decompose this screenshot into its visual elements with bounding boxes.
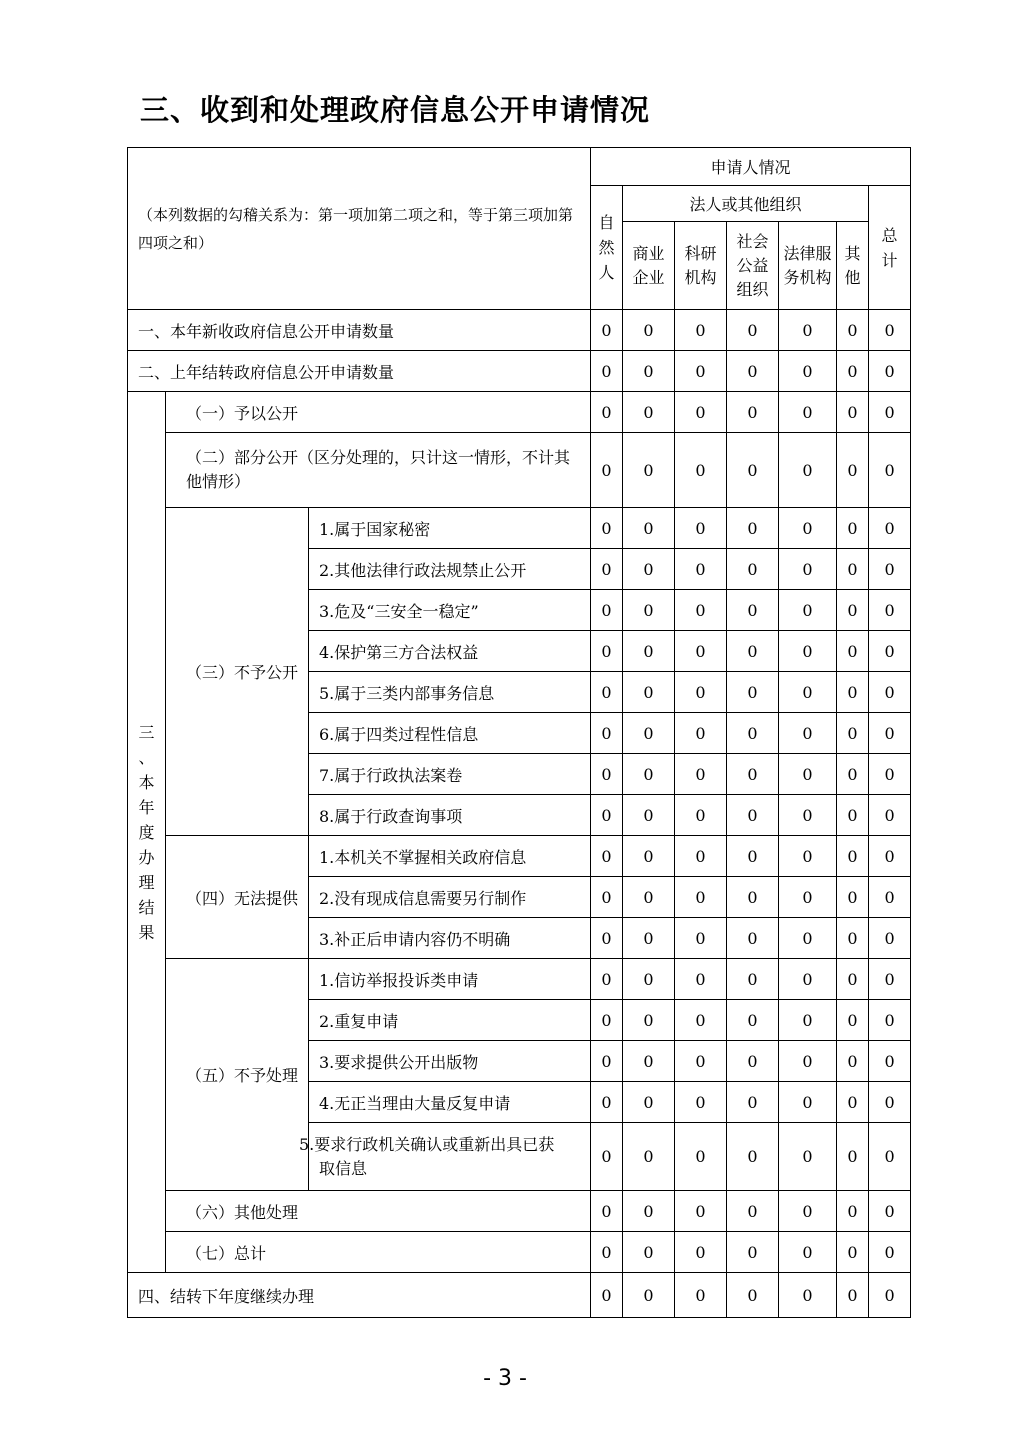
value-cell: 0	[623, 1000, 675, 1041]
value-cell: 0	[779, 754, 837, 795]
value-cell: 0	[837, 1082, 869, 1123]
value-cell: 0	[727, 836, 779, 877]
value-cell: 0	[727, 392, 779, 433]
value-cell: 0	[727, 1082, 779, 1123]
value-cell: 0	[623, 877, 675, 918]
value-cell: 0	[779, 836, 837, 877]
item-label: 6.属于四类过程性信息	[309, 713, 591, 754]
group-label: （四）无法提供	[166, 836, 309, 959]
value-cell: 0	[623, 918, 675, 959]
value-cell: 0	[779, 1123, 837, 1191]
value-cell: 0	[591, 713, 623, 754]
value-cell: 0	[591, 1123, 623, 1191]
value-cell: 0	[869, 1232, 911, 1273]
value-cell: 0	[837, 1123, 869, 1191]
table-row	[128, 836, 911, 877]
value-cell: 0	[623, 1041, 675, 1082]
value-cell: 0	[623, 549, 675, 590]
value-cell: 0	[779, 508, 837, 549]
item-label: 8.属于行政查询事项	[309, 795, 591, 836]
item-label: 2.重复申请	[309, 1000, 591, 1041]
value-cell: 0	[623, 1273, 675, 1318]
value-cell: 0	[675, 959, 727, 1000]
value-cell: 0	[779, 672, 837, 713]
value-cell: 0	[623, 1191, 675, 1232]
value-cell: 0	[591, 959, 623, 1000]
value-cell: 0	[623, 1232, 675, 1273]
row-label: 二、上年结转政府信息公开申请数量	[128, 351, 591, 392]
value-cell: 0	[675, 1000, 727, 1041]
natural-person-header: 自 然 人	[591, 186, 623, 310]
value-cell: 0	[727, 590, 779, 631]
value-cell: 0	[623, 392, 675, 433]
table-row	[128, 1273, 911, 1318]
value-cell: 0	[591, 1191, 623, 1232]
row-label: （一）予以公开	[166, 392, 591, 433]
value-cell: 0	[869, 754, 911, 795]
item-label: 3.危及“三安全一稳定”	[309, 590, 591, 631]
value-cell: 0	[675, 1273, 727, 1318]
value-cell: 0	[623, 1082, 675, 1123]
value-cell: 0	[675, 590, 727, 631]
value-cell: 0	[675, 1123, 727, 1191]
value-cell: 0	[623, 713, 675, 754]
value-cell: 0	[675, 433, 727, 508]
value-cell: 0	[591, 836, 623, 877]
value-cell: 0	[591, 508, 623, 549]
value-cell: 0	[591, 672, 623, 713]
section3-label: 三 、 本 年 度 办 理 结 果	[128, 392, 166, 1273]
value-cell: 0	[837, 1232, 869, 1273]
value-cell: 0	[837, 877, 869, 918]
section-title: 三、收到和处理政府信息公开申请情况	[140, 93, 651, 127]
value-cell: 0	[779, 1191, 837, 1232]
value-cell: 0	[727, 310, 779, 351]
value-cell: 0	[837, 754, 869, 795]
value-cell: 0	[779, 433, 837, 508]
value-cell: 0	[779, 959, 837, 1000]
value-cell: 0	[591, 631, 623, 672]
value-cell: 0	[727, 631, 779, 672]
value-cell: 0	[837, 351, 869, 392]
value-cell: 0	[675, 754, 727, 795]
table-row	[128, 1191, 911, 1232]
value-cell: 0	[869, 672, 911, 713]
value-cell: 0	[675, 877, 727, 918]
value-cell: 0	[869, 433, 911, 508]
research-header: 科研机构	[675, 222, 727, 310]
value-cell: 0	[869, 631, 911, 672]
value-cell: 0	[779, 631, 837, 672]
value-cell: 0	[591, 590, 623, 631]
value-cell: 0	[675, 1082, 727, 1123]
value-cell: 0	[837, 918, 869, 959]
value-cell: 0	[779, 1273, 837, 1318]
value-cell: 0	[591, 351, 623, 392]
value-cell: 0	[727, 549, 779, 590]
value-cell: 0	[869, 713, 911, 754]
value-cell: 0	[591, 433, 623, 508]
value-cell: 0	[837, 631, 869, 672]
item-label: 3.要求提供公开出版物	[309, 1041, 591, 1082]
value-cell: 0	[623, 433, 675, 508]
table-row	[128, 310, 911, 351]
value-cell: 0	[869, 877, 911, 918]
value-cell: 0	[675, 795, 727, 836]
value-cell: 0	[727, 433, 779, 508]
value-cell: 0	[623, 959, 675, 1000]
value-cell: 0	[623, 1123, 675, 1191]
value-cell: 0	[623, 672, 675, 713]
value-cell: 0	[591, 1041, 623, 1082]
value-cell: 0	[727, 1123, 779, 1191]
value-cell: 0	[727, 959, 779, 1000]
value-cell: 0	[675, 836, 727, 877]
value-cell: 0	[779, 1232, 837, 1273]
value-cell: 0	[779, 549, 837, 590]
value-cell: 0	[623, 590, 675, 631]
value-cell: 0	[837, 310, 869, 351]
legal-group-header: 法人或其他组织	[623, 186, 869, 222]
value-cell: 0	[779, 713, 837, 754]
value-cell: 0	[623, 836, 675, 877]
legal-service-header: 法律服务机构	[779, 222, 837, 310]
value-cell: 0	[869, 836, 911, 877]
value-cell: 0	[869, 959, 911, 1000]
value-cell: 0	[675, 918, 727, 959]
table-row	[128, 1232, 911, 1273]
value-cell: 0	[869, 1041, 911, 1082]
value-cell: 0	[727, 877, 779, 918]
other-header: 其他	[837, 222, 869, 310]
value-cell: 0	[837, 795, 869, 836]
value-cell: 0	[675, 508, 727, 549]
item-label: 7.属于行政执法案卷	[309, 754, 591, 795]
disclosure-table	[127, 147, 911, 1318]
row-label: 四、结转下年度继续办理	[128, 1273, 591, 1318]
business-header: 商业企业	[623, 222, 675, 310]
value-cell: 0	[727, 795, 779, 836]
value-cell: 0	[675, 631, 727, 672]
item-label: 1.属于国家秘密	[309, 508, 591, 549]
value-cell: 0	[779, 310, 837, 351]
row-label: （七）总计	[166, 1232, 591, 1273]
value-cell: 0	[779, 877, 837, 918]
value-cell: 0	[623, 351, 675, 392]
value-cell: 0	[727, 508, 779, 549]
value-cell: 0	[869, 392, 911, 433]
value-cell: 0	[869, 310, 911, 351]
value-cell: 0	[837, 392, 869, 433]
value-cell: 0	[727, 1273, 779, 1318]
value-cell: 0	[727, 1191, 779, 1232]
value-cell: 0	[837, 549, 869, 590]
row-label: （二）部分公开（区分处理的，只计这一情形，不计其他情形）	[166, 433, 591, 508]
item-label: 5.属于三类内部事务信息	[309, 672, 591, 713]
value-cell: 0	[779, 590, 837, 631]
value-cell: 0	[675, 351, 727, 392]
value-cell: 0	[591, 1082, 623, 1123]
value-cell: 0	[623, 754, 675, 795]
value-cell: 0	[675, 1232, 727, 1273]
value-cell: 0	[869, 508, 911, 549]
item-label: 4.无正当理由大量反复申请	[309, 1082, 591, 1123]
value-cell: 0	[779, 918, 837, 959]
value-cell: 0	[869, 1273, 911, 1318]
value-cell: 0	[675, 392, 727, 433]
table-row	[128, 433, 911, 508]
value-cell: 0	[837, 1041, 869, 1082]
table-row	[128, 508, 911, 549]
table-row	[128, 351, 911, 392]
value-cell: 0	[837, 959, 869, 1000]
value-cell: 0	[869, 795, 911, 836]
value-cell: 0	[591, 1000, 623, 1041]
value-cell: 0	[675, 1191, 727, 1232]
value-cell: 0	[779, 392, 837, 433]
item-label: 1.信访举报投诉类申请	[309, 959, 591, 1000]
value-cell: 0	[837, 1000, 869, 1041]
value-cell: 0	[591, 795, 623, 836]
value-cell: 0	[727, 918, 779, 959]
value-cell: 0	[869, 918, 911, 959]
row-label: （六）其他处理	[166, 1191, 591, 1232]
public-welfare-header: 社会公益组织	[727, 222, 779, 310]
item-label: 1.本机关不掌握相关政府信息	[309, 836, 591, 877]
value-cell: 0	[837, 672, 869, 713]
value-cell: 0	[779, 351, 837, 392]
value-cell: 0	[869, 1000, 911, 1041]
item-label: 3.补正后申请内容仍不明确	[309, 918, 591, 959]
value-cell: 0	[779, 1082, 837, 1123]
value-cell: 0	[727, 1232, 779, 1273]
value-cell: 0	[869, 1082, 911, 1123]
value-cell: 0	[591, 1273, 623, 1318]
value-cell: 0	[779, 1000, 837, 1041]
applicant-header: 申请人情况	[591, 148, 911, 186]
value-cell: 0	[837, 590, 869, 631]
value-cell: 0	[837, 433, 869, 508]
item-label: 2.没有现成信息需要另行制作	[309, 877, 591, 918]
value-cell: 0	[837, 713, 869, 754]
group-label: （三）不予公开	[166, 508, 309, 836]
value-cell: 0	[675, 672, 727, 713]
page-number: - 3 -	[483, 1366, 527, 1391]
value-cell: 0	[779, 795, 837, 836]
item-label: 5.要求行政机关确认或重新出具已获取信息	[309, 1123, 591, 1191]
value-cell: 0	[779, 1041, 837, 1082]
value-cell: 0	[837, 508, 869, 549]
header-note: （本列数据的勾稽关系为：第一项加第二项之和，等于第三项加第四项之和）	[128, 148, 591, 310]
row-label: 一、本年新收政府信息公开申请数量	[128, 310, 591, 351]
item-label: 2.其他法律行政法规禁止公开	[309, 549, 591, 590]
value-cell: 0	[675, 549, 727, 590]
value-cell: 0	[623, 631, 675, 672]
value-cell: 0	[869, 1123, 911, 1191]
total-header: 总 计	[869, 186, 911, 310]
value-cell: 0	[591, 310, 623, 351]
value-cell: 0	[591, 392, 623, 433]
value-cell: 0	[591, 877, 623, 918]
value-cell: 0	[675, 713, 727, 754]
value-cell: 0	[869, 351, 911, 392]
table-row	[128, 392, 911, 433]
value-cell: 0	[727, 351, 779, 392]
value-cell: 0	[591, 918, 623, 959]
value-cell: 0	[623, 310, 675, 351]
value-cell: 0	[869, 590, 911, 631]
value-cell: 0	[623, 508, 675, 549]
value-cell: 0	[727, 1000, 779, 1041]
value-cell: 0	[869, 1191, 911, 1232]
value-cell: 0	[727, 754, 779, 795]
value-cell: 0	[837, 1191, 869, 1232]
item-label: 4.保护第三方合法权益	[309, 631, 591, 672]
value-cell: 0	[727, 672, 779, 713]
value-cell: 0	[591, 549, 623, 590]
value-cell: 0	[869, 549, 911, 590]
value-cell: 0	[727, 713, 779, 754]
value-cell: 0	[727, 1041, 779, 1082]
value-cell: 0	[623, 795, 675, 836]
value-cell: 0	[675, 310, 727, 351]
value-cell: 0	[591, 1232, 623, 1273]
value-cell: 0	[837, 836, 869, 877]
table-row	[128, 959, 911, 1000]
value-cell: 0	[837, 1273, 869, 1318]
group-label: （五）不予处理	[166, 959, 309, 1191]
value-cell: 0	[591, 754, 623, 795]
value-cell: 0	[675, 1041, 727, 1082]
